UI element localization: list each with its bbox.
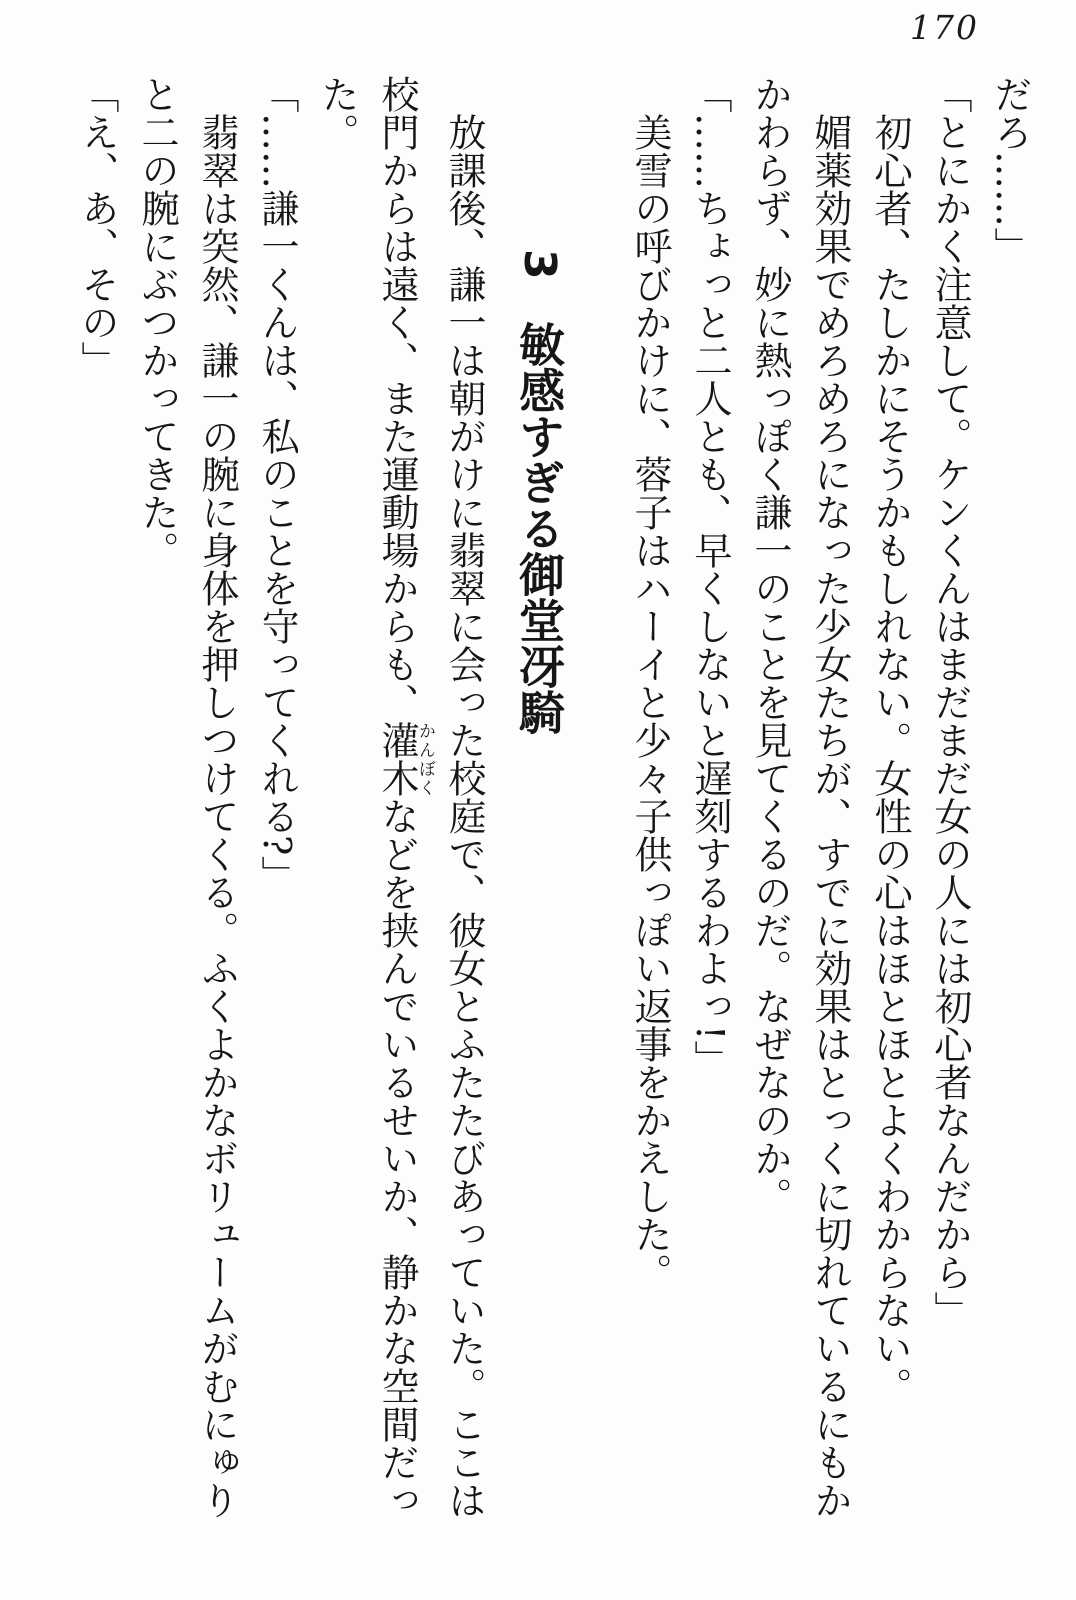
text-line: 「とにかく注意して。ケンくんはまだまだ女の人には初心者なんだから」 (928, 75, 972, 1329)
paragraph (980, 75, 1040, 1527)
text-segment: などを挟んでいるせいか、静かな空間だっ (375, 797, 419, 1519)
paragraph (860, 75, 920, 1527)
paragraph (67, 75, 127, 1527)
page-number: 170 (910, 8, 979, 47)
paragraph (247, 75, 307, 1527)
text-line: 初心者、たしかにそうかもしれない。女性の心はほとほとよくわからない。 (868, 113, 912, 1405)
chapter-heading (508, 75, 570, 1527)
text-segment: 校門からは遠く、また運動場からも、 (375, 75, 419, 721)
text-line: 媚薬効果でめろめろになった少女たちが、すでに効果はとっくに切れているにもか (808, 113, 852, 1519)
paragraph (680, 75, 740, 1527)
paragraph (620, 75, 680, 1527)
paragraph (740, 75, 860, 1527)
text-line: 「……謙一くんは、私のことを守ってくれる?」 (255, 75, 299, 894)
ruby-annotation (375, 721, 435, 797)
text-line: た。 (315, 75, 359, 151)
text-line: だろ……」 (988, 75, 1032, 265)
ruby-reading: かんぼく (415, 721, 435, 797)
text-block (67, 75, 1040, 1527)
text-line: 「え、あ、その」 (75, 75, 119, 379)
text-line: 「……ちょっと二人とも、早くしないと遅刻するわよっ!」 (688, 75, 732, 1079)
text-line: と二の腕にぶつかってきた。 (135, 75, 179, 569)
text-line: 美雪の呼びかけに、蓉子はハーイと少々子供っぽい返事をかえした。 (628, 113, 672, 1291)
text-line: 翡翠は突然、謙一の腕に身体を押しつけてくる。ふくよかなボリュームがむにゅり (195, 113, 239, 1519)
text-line: かわらず、妙に熱っぽく謙一のことを見てくるのだ。なぜなのか。 (748, 75, 792, 1215)
paragraph (920, 75, 980, 1527)
chapter-title: 敏感すぎる御堂冴騎 (512, 321, 566, 736)
ruby-base: 灌木 (375, 721, 419, 797)
paragraph (307, 75, 494, 1527)
text-line (367, 75, 434, 1527)
chapter-number: 3 (514, 249, 565, 280)
text-line: 放課後、謙一は朝がけに翡翠に会った校庭で、彼女とふたたびあっていた。ここは (442, 113, 486, 1519)
paragraph (127, 75, 247, 1527)
